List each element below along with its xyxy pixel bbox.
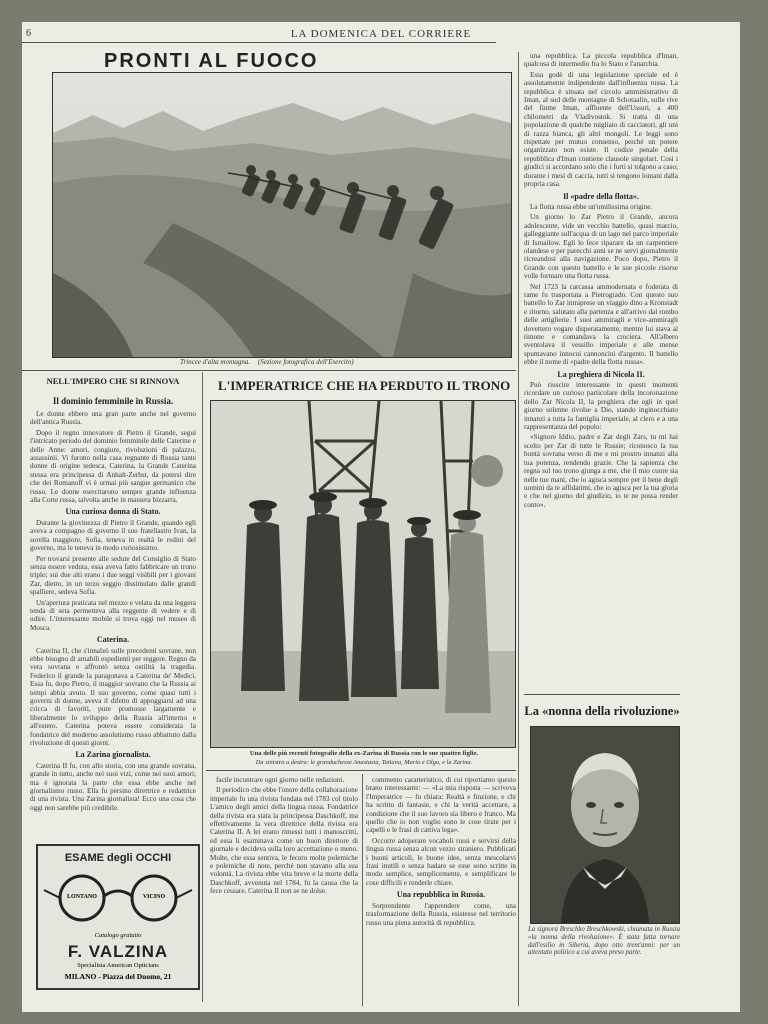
trench-caption-text: Trincee d'alta montagna. (180, 358, 251, 366)
portrait-caption: La signora Breschko Breschkowski, chiamata in Russia «la nonna della rivoluzione». È stata fatta tornare dall'esilio in Siberia, dopo otto trent'anni: per un attentato politico a cui aveva preso parte. (528, 926, 680, 957)
masthead: LA DOMENICA DEL CORRIERE (290, 28, 472, 40)
right-sub1-para-2: Un giorno lo Zar Pietro il Grande, ancora adolescente, vide un vecchio battello, quasi marcio, galleggiante sull'acqua di un lago nel parco imperiale di Ismailow. Egli lo fece riparare da un carpentiere olandese e per parecchi anni se ne servì giornalmente ricreandosi alla navigazione. Poco dopo, Pietro il Grande con questo battello e le sue piccole risorse volle formare una flotta russa. (524, 213, 678, 281)
right-section-rule (524, 694, 680, 695)
center-col-a (210, 776, 358, 1006)
top-headline: PRONTI AL FUOCO (104, 50, 319, 72)
left-sub3-para-1: Caterina II fu, con allo storia, con una grande sovrana, grande in tutto, anche nei suoi vizi, come nei suoi amori; ma è ignorata la parte che essa ebbe anche nel giornalismo russo. Ella fu persino direttrice e redattrice di una rivista. Una Zarina giornalista! Ecco una cosa che oggi non sarebbe più credibile. (30, 761, 196, 812)
nonna-title: La «nonna della rivoluzione» (524, 704, 680, 718)
left-sub1-para-3: Un'apertura praticata nel mezzo e velata da una leggera tenda di seta permetteva alla reggente di vedere e di udire. L'interessante mobile si trova oggi nel museo di Mosca. (30, 598, 196, 632)
left-para-1: Le donne ebbero una gran parte anche nel governo dell'antica Russia. (30, 410, 196, 427)
ad-tagline: Catalogo gratuito (94, 932, 142, 939)
right-sub-2: La preghiera di Nicola II. (557, 369, 645, 379)
left-sub1-para-1: Durante la giovinezza di Pietro il Grande, quando egli aveva a compagno di governo il suo fratellastro Ivan, la sorella maggiore, Sofia, teneva in realtà le redini del governo, ma le teneva in modo curiosissimo. (30, 518, 196, 553)
ad-address: MILANO - Piazza del Duomo, 21 (64, 972, 172, 981)
left-title: Il dominio femminile in Russia. (52, 396, 174, 406)
center-headline: L'IMPERATRICE CHE HA PERDUTO IL TRONO (218, 378, 511, 393)
trench-credit: (Sezione fotografica dell'Esercito) (257, 358, 354, 366)
trench-photo (52, 72, 512, 358)
zarina-photo (210, 400, 516, 748)
ad-title: ESAME degli OCCHI (64, 852, 172, 864)
trench-caption (180, 358, 354, 366)
right-sub-1: Il «padre della flotta». (563, 191, 639, 201)
center-b-sub: Una repubblica in Russia. (396, 890, 486, 900)
left-sub-1: Una curiosa donna di Stato. (65, 507, 161, 517)
masthead-rule (22, 42, 496, 43)
left-kicker: NELL'IMPERO CHE SI RINNOVA (46, 376, 180, 386)
center-b-after-1: Sorprendente l'apprendere come, una trasformazione della Russia, esistesse nel territorio russo una piena autorità di repubblica. (366, 901, 516, 927)
left-sub2-para-1: Caterina II, che s'innalzò sulle precedenti sovrane, non ebbe bisogno di amabili espedienti per reggere. Regno da vera sovrana e affrontò senza ostilità la tragedia. Federico il grande la paragonava a Caterina de' Medici. Essa fu, dopo Pietro, il maggior sovrano che la Russia ai tempi abbia avuto. Il suo governo, come quasi tutti i governi di donne, aveva il difetto di appoggiarsi ad una cricca di favoriti, pure promosse largamente e liberalmente lo sviluppo della Russia all'interno e all'estero. Caterina poteva essere considerata la fondatrice del moderno assolutismo russo abbattuto dalla rivoluzione di questi giorni. (30, 646, 196, 748)
zarina-caption-2: Da sinistra a destra: le granduchesse Anastasia, Tatiana, Maria e Olga, e la Zarina. (255, 759, 473, 766)
zarina-caption: Una delle più recenti fotografie della ex-Zarina di Russia con le sue quattro figlie. (249, 750, 479, 757)
left-para-2: Dopo il regno innovatore di Pietro il Grande, segui l'intricato periodo del dominio femminile delle Caterine e delle Anne: amori, congiure, rivoluzioni di palazzo, assassinii. Vi furono nella casa regnante di Russia tante donne di origine tedesca, Caterina, la Grande Caterina stessa era principessa di Anhalt-Zerbst, da potersi dire che dei Romanoff vi è ormai più sangue germanico che russo. Le donne esercitarono sempre grande influenza alla Corte russa, talvolta anche in maniera bizzarra. (30, 428, 196, 505)
left-column-text (30, 410, 196, 838)
right-para-1: una repubblica. La piccola repubblica d'Iman, qualcosa di intermedio fra lo Stato e l'anarchia. (524, 52, 678, 69)
ad-subtitle: Specialista American Opticians (77, 962, 159, 969)
right-sub2-para-1: Può riuscire interessante in questi momenti ricordare un curioso particolare della incoronazione dello Zar Nicola II, la preghiera che egli in quel giorno solenne rivolse a Dio, stando inginocchiato innanzi a tutta la famiglia imperiale, al clero e a una rappresentanza del popolo: (524, 381, 678, 432)
right-sub1-para-3: Nel 1723 la carcassa ammodernata e foderata di rame fu trasportata a Pietrogrado. Con questo suo battello lo Zar intraprese un viaggio dino a Kronstadt e ritorno, salutato alla partenza e all'arrivo dal rombo delle artiglierie. I suoi ammiragli e vice-ammiragli dovettero vogare disperatamente, mentre lui stava al timone e comandava la crociera. All'albero sventolava il vessillo imperiale e alle mense spumavano innocui cannoncini d'argento. Il battello ebbe il nome di «padre della flotta russa». (524, 282, 678, 367)
col-divider-1 (202, 372, 203, 1002)
center-b-para-2: Occorre adoperare vocaboli russi e servirsi della lingua russa senza alcun vezzo straniero. Pubblicati i buoni articoli, le buone idee, senza mescolarvi frasi inutili e senza badare se esse sono scritte in modo semplice, semplicemente, e semplificare le cose difficili e renderle chiare. (366, 836, 516, 887)
left-sub1-para-2: Per trovarsi presente alle sedute del Consiglio di Stato senza essere veduta, essa aveva fatto fabbricare un trono triplo; sui due alti erano i due seggi visibili per i giovani Zar, dietro, in un terzo seggio dissimulato dalle grandi spalliere, sedeva Sofia. (30, 554, 196, 597)
lens-left-label: LONTANO (67, 894, 97, 900)
newspaper-page (22, 22, 740, 1012)
page-number: 6 (26, 28, 31, 39)
center-a-para-2: Il periodico che ebbe l'onore della collaborazione imperiale fu una rivista fondata nel 1783 col titolo L'amico degli amici della lingua russa. Fondatrice della rivista era stata la principessa Daschkoff, ma effettivamente la vera direttrice della rivista era Caterina II. A lei erano rimessi tutti i manoscritti, ed essa li esaminava come un buon direttore di giornale e decideva sulla loro accettazione o meno. Molte, che essa sentiva, le fecero molte polemiche e polemiche di note, perché non stavano alla sua volontà. La rivista ebbe vita breve e la morte della Daschkoff, avvenuta nel 1784, fu la causa che la fece cessare. Caterina II non se ne dolse. (210, 786, 358, 896)
trench-illustration (53, 73, 511, 357)
optician-ad (36, 844, 200, 990)
nonna-portrait (530, 726, 680, 924)
col-divider-3 (518, 52, 519, 1006)
center-col-b (366, 776, 516, 1006)
center-b-para-1: commento caratteristico, di cui riportiamo questo brano interessante: — «La mia risposta — scriveva l'Imperatrice — fu chiara: Realtà e finzione, e chi ha scritto di fantasie, e chi la verità accettare, a condizione che il suo lavoro sia libero e franco. Ma quello che io non voglio sono le cose tirate per i capelli e le frasi di cattiva lega». (366, 776, 516, 835)
left-sub-3: La Zarina giornalista. (75, 750, 151, 760)
portrait-illustration (531, 727, 679, 923)
right-sub2-para-2: «Signore Iddio, padre e Zar degli Zars, tu mi hai scelto per Zar di tutte le Russie; riconosco la tua bontà sovrana verso di me e mi prostro innanzi alla tua potenza, rendendo grazie. Che la sapienza che regna sul tuo trono giunga a me, che il mio cuore sia nelle tue mani, che io agisca sempre per il bene degli uomini da te affidatimi, che io agisca per la tua gloria e che nel giorno del giudizio, io te ne possa render conto». (524, 433, 678, 509)
right-column-text (524, 52, 678, 692)
lens-right-label: VICINO (142, 894, 166, 900)
left-sub-2: Caterina. (96, 635, 130, 645)
center-a-para-1: facile incontrare ogni giorno nelle redazioni. (216, 776, 345, 784)
zarina-illustration (211, 401, 515, 747)
section-rule (22, 370, 516, 371)
right-sub1-para-1: La flotta russa ebbe un'umilissima origine. (530, 202, 653, 211)
right-para-2: Essa godè di una legislazione speciale ed è assolutamente indipendente dall'influenza russa. La repubblica è situata nel circolo amministrativo di Iman, al sud delle montagne di Schotaalin, sulle rive del fiume Iman, affluente dell'Ussuri, a 400 chilometri da Vladivostok. Si tratta di una popolazione di qualche migliaio di cacciatori, gli uni di razza bianca, gli altri mongoli. Le leggi sono rispettate per mutuo consenso, perché un potere organizzato non esiste. Il codice penale della repubblica d'Iman contiene clausole singolari. Così i giudici si accordano solo che i furti si tolgono a caso; durante i mesi di caccia, tutti si tengono lontani dalla propria casa. (524, 70, 678, 189)
col-divider-2 (362, 774, 363, 1006)
center-rule (206, 770, 516, 771)
ad-name: F. VALZINA (67, 942, 169, 961)
